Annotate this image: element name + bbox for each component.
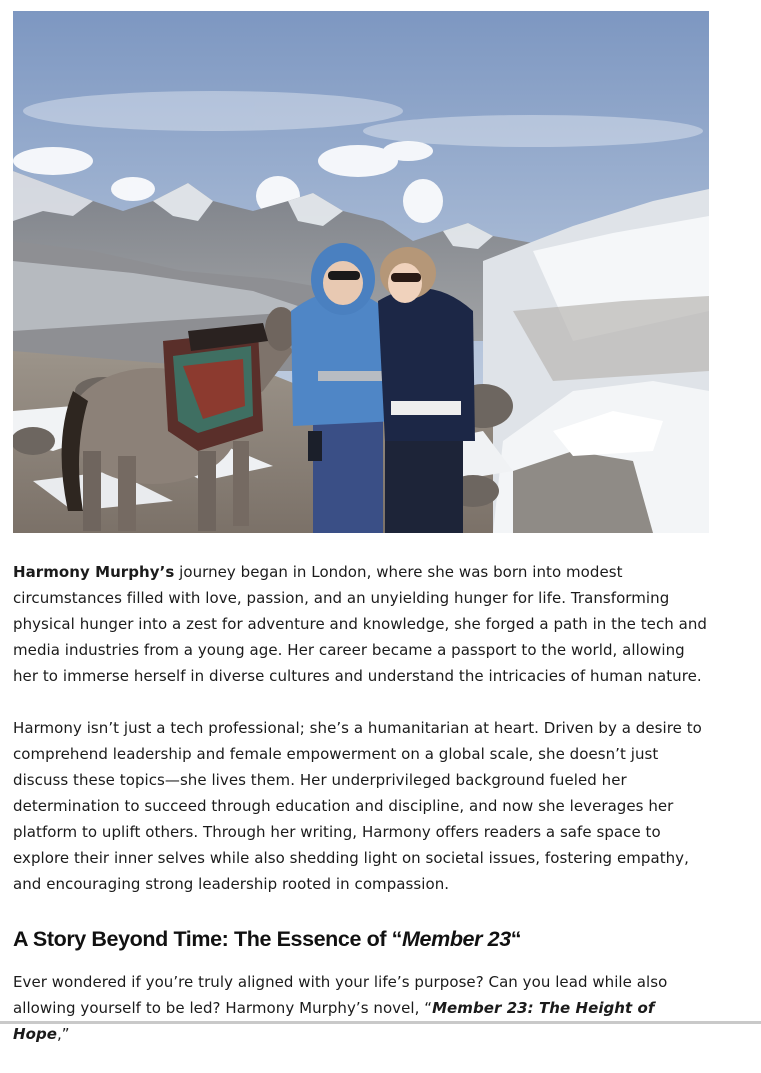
intro-text: journey began in London, where she was born into modest circumstances filled with love, passion, and an unyielding hunger for life. Transforming physical hunger into a zest for adventure and knowledge, she forged a path in the tech and media industries from a young age. Her career became a passport to the world, allowing her to immerse herself in diverse cultures and understand the intricacies of human nature.: [13, 563, 707, 685]
author-name: Harmony Murphy’s: [13, 563, 175, 581]
article-body: [13, 559, 713, 1073]
section-heading-prefix: A Story Beyond Time: The Essence of “: [13, 927, 403, 951]
hero-photo: [13, 11, 709, 533]
third-paragraph-text: Ever wondered if you’re truly aligned with your life’s purpose? Can you lead while also allowing yourself to be led? Harmony Murphy’s novel, “: [13, 973, 668, 1017]
section-heading-book-title: Member 23: [402, 927, 511, 951]
third-paragraph: [13, 969, 713, 1047]
third-paragraph-closing: ,”: [56, 1025, 70, 1043]
section-heading-suffix: “: [510, 927, 522, 951]
hero-photo-illustration: [13, 11, 709, 533]
intro-paragraph: [13, 559, 713, 689]
second-paragraph: Harmony isn’t just a tech professional; she’s a humanitarian at heart. Driven by a desire to comprehend leadership and female empowerment on a global scale, she doesn’t just discuss these topics—she lives them. Her underprivileged background fueled her determination to succeed through education and discipline, and now she leverages her platform to uplift others. Through her writing, Harmony offers readers a safe space to explore their inner selves while also shedding light on societal issues, fostering empathy, and encouraging strong leadership rooted in compassion.: [13, 719, 702, 893]
section-heading: [13, 923, 713, 955]
book-title: Member 23: The Height of Hope: [13, 999, 655, 1043]
